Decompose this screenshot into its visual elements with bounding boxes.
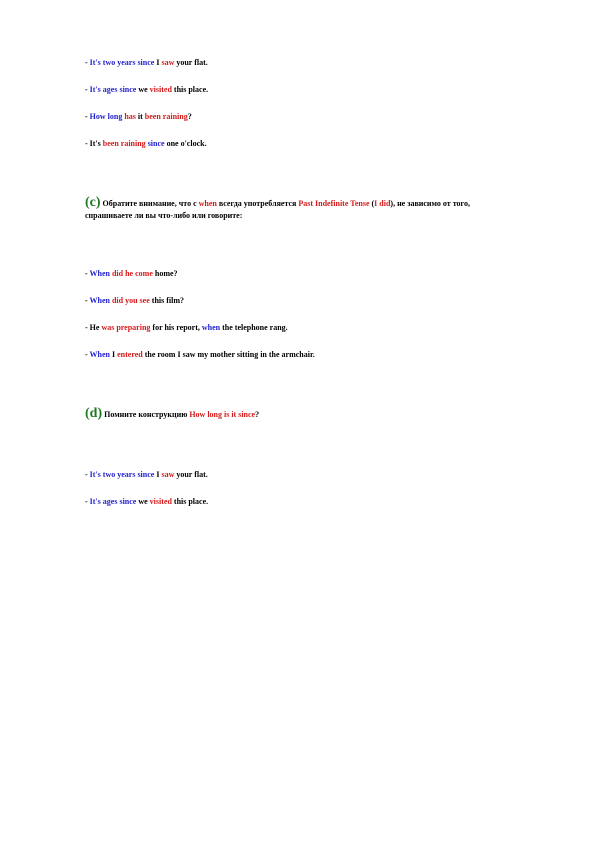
example-line: - When I entered the room I saw my mother sitting in the armchair. [85,350,315,359]
time-expression: It's ages since [89,85,137,94]
time-expression: It's ages since [89,497,137,506]
example-line: - He was preparing for his report, when the telephone rang. [85,323,288,332]
question-word: when [201,323,221,332]
example-line: - It's two years since I saw your flat. [85,58,208,67]
example-line: - It's ages since we visited this place. [85,85,209,94]
question-word: When [89,269,110,278]
verb-form: did he come [111,269,153,278]
verb-form: has [124,112,136,121]
section-letter: (d) [85,406,103,421]
verb-form: saw [161,58,175,67]
section-letter: (c) [85,195,101,210]
verb-form: was preparing [101,323,151,332]
verb-form: did you see [111,296,150,305]
verb-form: been raining [102,139,146,148]
section-c-intro: (c) Обратите внимание, что с when всегда употребляется Past Indefinite Tense (I did), не зависимо от того, спрашиваете ли вы что-либо или говорите: [85,195,470,220]
time-expression: since [147,139,165,148]
verb-form: visited [149,497,172,506]
verb-form: visited [149,85,172,94]
example-line: - When did he come home? [85,269,178,278]
example-line: - It's been raining since one o'clock. [85,139,207,148]
verb-form: entered [117,350,143,359]
section-d-intro: (d) Помните конструкцию How long is it since? [85,406,260,421]
time-expression: It's two years since [89,58,155,67]
question-word: How long [89,112,123,121]
question-word: When [89,350,110,359]
example-line: - How long has it been raining? [85,112,192,121]
verb-form: saw [161,470,175,479]
verb-form: been raining [144,112,188,121]
example-line: - It's ages since we visited this place. [85,497,209,506]
question-word: When [89,296,110,305]
time-expression: It's two years since [89,470,155,479]
example-line: - When did you see this film? [85,296,185,305]
example-line: - It's two years since I saw your flat. [85,470,208,479]
